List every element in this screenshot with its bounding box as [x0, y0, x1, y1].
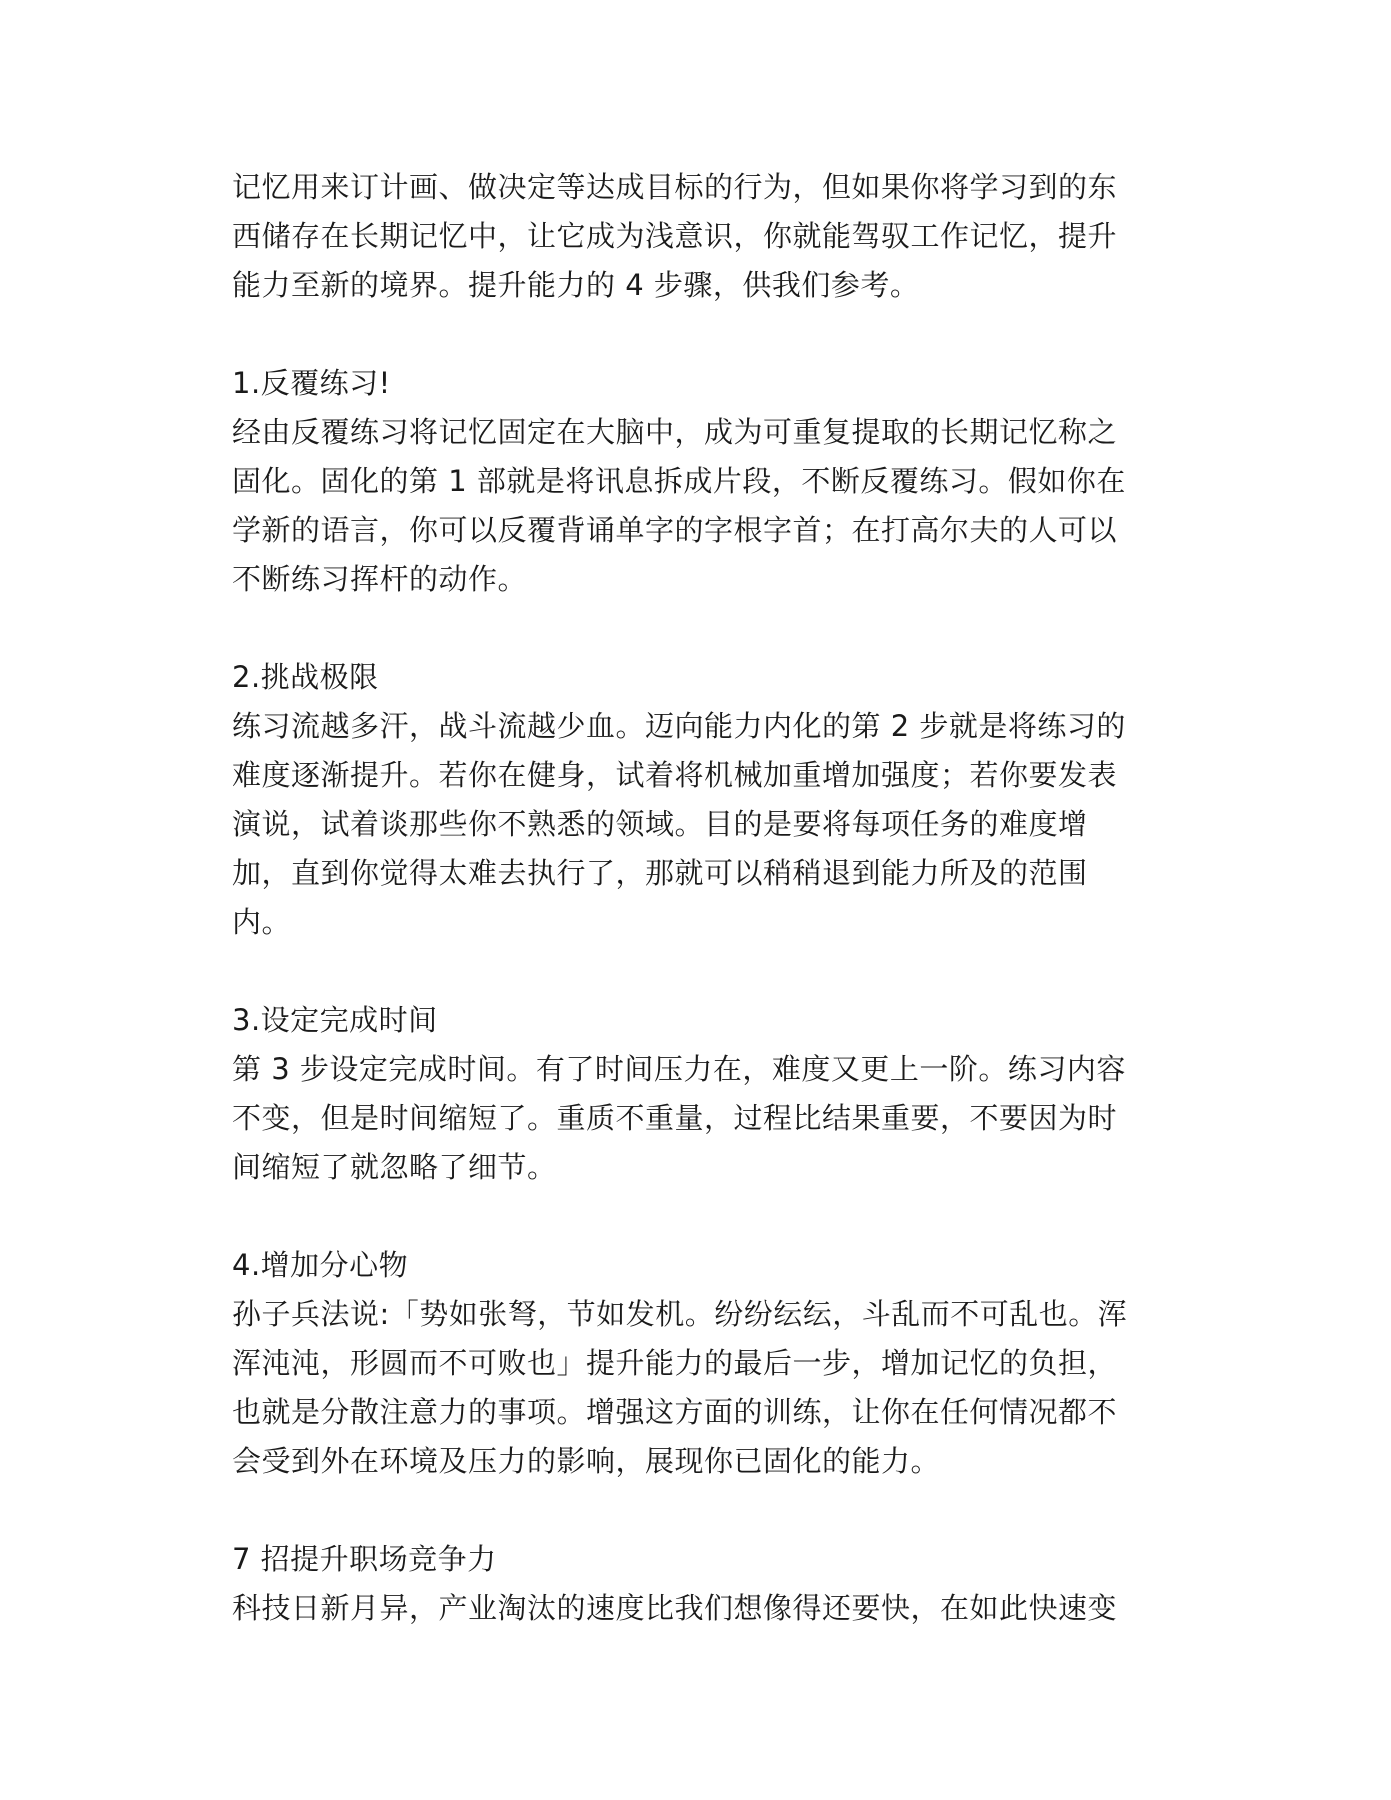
body-line: 内。 — [232, 905, 292, 939]
body-line: 会受到外在环境及压力的影响，展现你已固化的能力。 — [232, 1444, 941, 1478]
paragraph-spacer — [232, 1192, 1152, 1241]
body-line: 演说，试着谈那些你不熟悉的领域。目的是要将每项任务的难度增 — [232, 807, 1088, 841]
body-line: 经由反覆练习将记忆固定在大脑中，成为可重复提取的长期记忆称之 — [232, 415, 1118, 449]
section-add-distractions — [232, 1241, 1152, 1486]
body-line: 不变，但是时间缩短了。重质不重量，过程比结果重要，不要因为时 — [232, 1101, 1118, 1135]
document-page — [232, 163, 1152, 1633]
body-line: 间缩短了就忽略了细节。 — [232, 1150, 557, 1184]
section-heading: 7 招提升职场竞争力 — [232, 1542, 497, 1576]
body-line: 孙子兵法说:「势如张弩，节如发机。纷纷纭纭，斗乱而不可乱也。浑 — [232, 1297, 1128, 1331]
body-line: 固化。固化的第 1 部就是将讯息拆成片段，不断反覆练习。假如你在 — [232, 464, 1126, 498]
body-line: 科技日新月异，产业淘汰的速度比我们想像得还要快，在如此快速变 — [232, 1591, 1118, 1625]
section-heading: 3.设定完成时间 — [232, 1003, 438, 1037]
section-heading: 2.挑战极限 — [232, 660, 379, 694]
intro-paragraph — [232, 163, 1152, 310]
body-line: 难度逐渐提升。若你在健身，试着将机械加重增加强度；若你要发表 — [232, 758, 1118, 792]
intro-line: 西储存在长期记忆中，让它成为浅意识，你就能驾驭工作记忆，提升 — [232, 219, 1118, 253]
body-line: 浑沌沌，形圆而不可败也」提升能力的最后一步，增加记忆的负担， — [232, 1346, 1118, 1380]
section-repeat-practice — [232, 359, 1152, 604]
body-line: 学新的语言，你可以反覆背诵单字的字根字首；在打高尔夫的人可以 — [232, 513, 1118, 547]
section-set-deadline — [232, 996, 1152, 1192]
paragraph-spacer — [232, 310, 1152, 359]
body-line: 第 3 步设定完成时间。有了时间压力在，难度又更上一阶。练习内容 — [232, 1052, 1126, 1086]
intro-line: 记忆用来订计画、做决定等达成目标的行为，但如果你将学习到的东 — [232, 170, 1118, 204]
paragraph-spacer — [232, 1486, 1152, 1535]
section-challenge-limits — [232, 653, 1152, 947]
body-line: 也就是分散注意力的事项。增强这方面的训练，让你在任何情况都不 — [232, 1395, 1118, 1429]
body-line: 加，直到你觉得太难去执行了，那就可以稍稍退到能力所及的范围 — [232, 856, 1088, 890]
section-workplace-competitiveness — [232, 1535, 1152, 1633]
section-heading: 1.反覆练习! — [232, 366, 391, 400]
paragraph-spacer — [232, 947, 1152, 996]
body-line: 不断练习挥杆的动作。 — [232, 562, 528, 596]
section-heading: 4.增加分心物 — [232, 1248, 409, 1282]
paragraph-spacer — [232, 604, 1152, 653]
intro-line: 能力至新的境界。提升能力的 4 步骤，供我们参考。 — [232, 268, 920, 302]
body-line: 练习流越多汗，战斗流越少血。迈向能力内化的第 2 步就是将练习的 — [232, 709, 1126, 743]
